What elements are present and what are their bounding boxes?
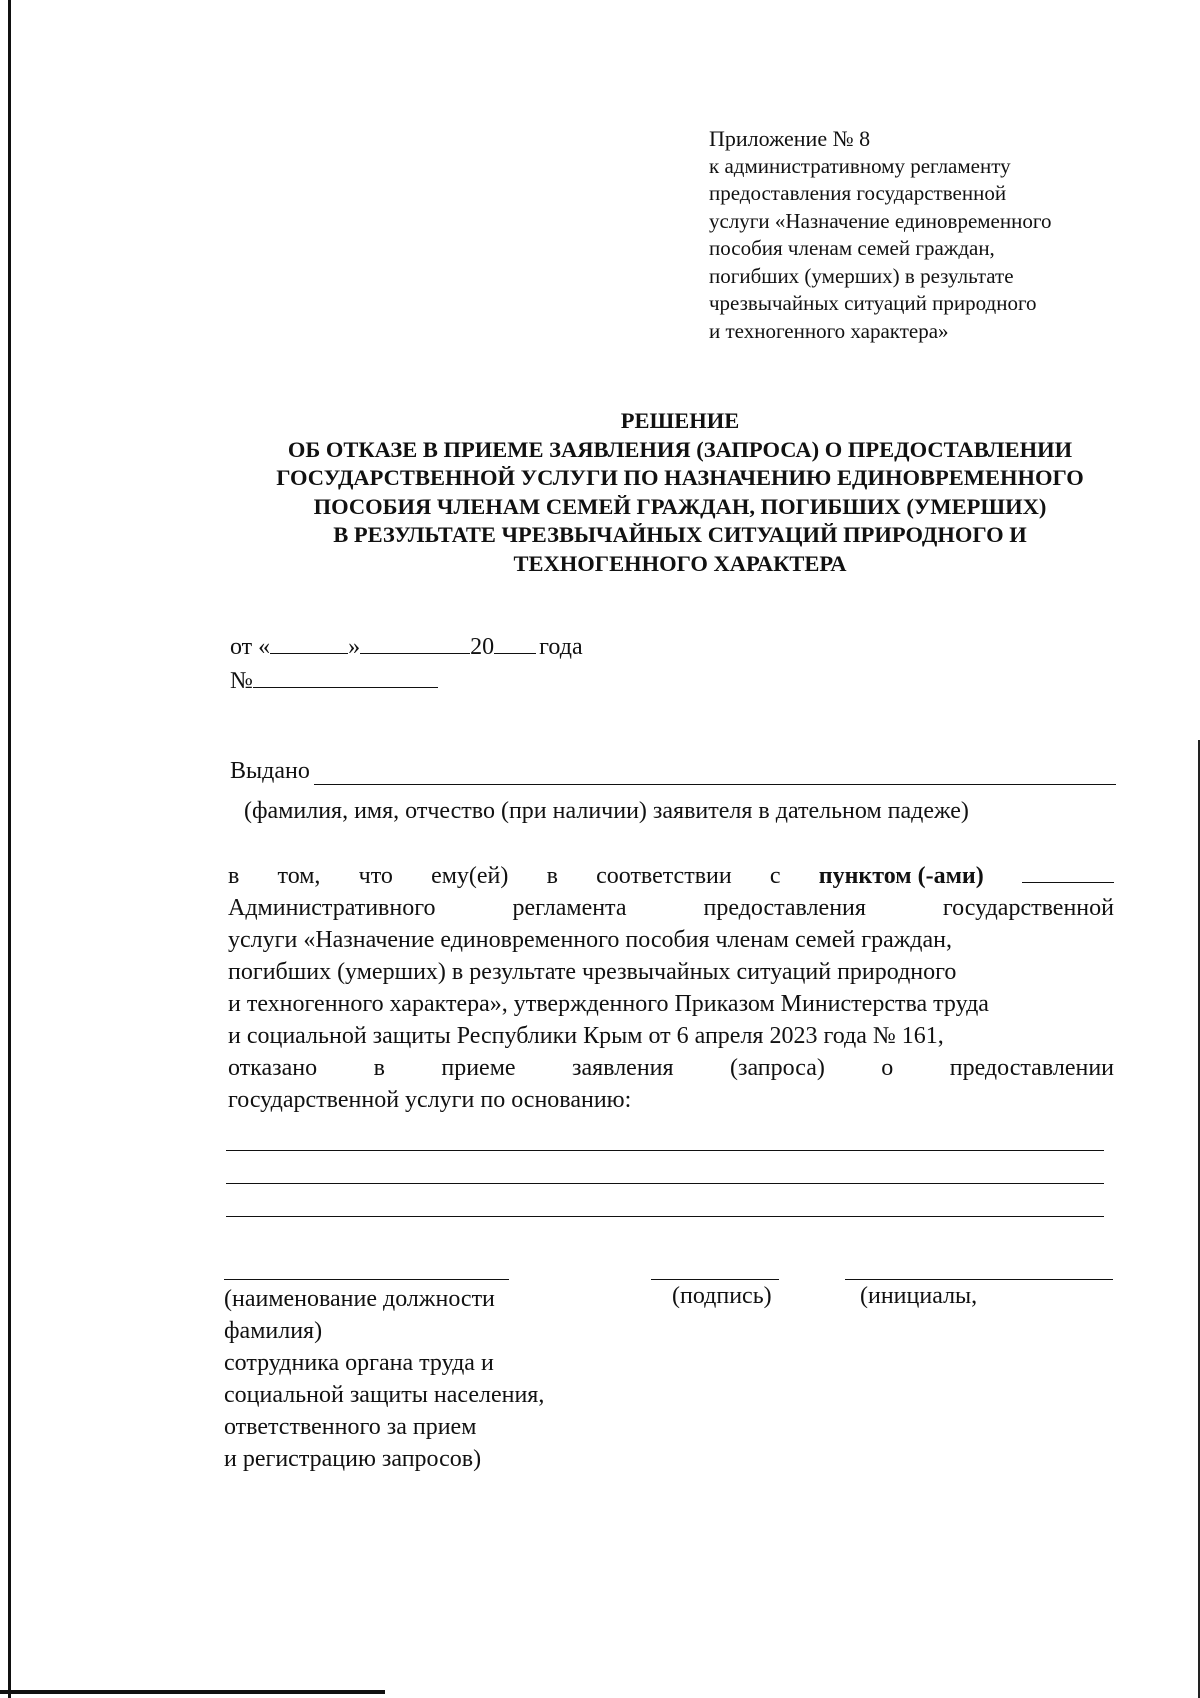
number-field[interactable] xyxy=(253,665,438,688)
number-line xyxy=(230,664,583,698)
heading-line: В РЕЗУЛЬТАТЕ ЧРЕЗВЫЧАЙНЫХ СИТУАЦИЙ ПРИРОДНОГО И xyxy=(333,522,1027,547)
date-century: 20 xyxy=(470,634,495,660)
day-field[interactable] xyxy=(270,631,348,654)
month-field[interactable] xyxy=(360,631,470,654)
appendix-line: и техногенного характера» xyxy=(709,318,949,343)
body-paragraph xyxy=(228,860,1114,1116)
signature-field-line[interactable] xyxy=(651,1279,779,1280)
heading-line: ГОСУДАРСТВЕННОЙ УСЛУГИ ПО НАЗНАЧЕНИЮ ЕДИНОВРЕМЕННОГО xyxy=(276,465,1084,490)
body-line: отказано в приеме заявления (запроса) о предоставлении xyxy=(228,1055,1114,1081)
appendix-line: пособия членам семей граждан, xyxy=(709,236,995,260)
heading-line: ОБ ОТКАЗЕ В ПРИЕМЕ ЗАЯВЛЕНИЯ (ЗАПРОСА) О ПРЕДОСТАВЛЕНИИ xyxy=(287,436,1073,462)
date-line xyxy=(230,630,583,664)
issued-caption: (фамилия, имя, отчество (при наличии) заявителя в дательном падеже) xyxy=(244,798,969,824)
number-label: № xyxy=(230,668,253,694)
heading-line: ТЕХНОГЕННОГО ХАРАКТЕРА xyxy=(513,550,847,576)
clause-number-field[interactable] xyxy=(1022,860,1114,883)
appendix-title: Приложение № 8 xyxy=(709,126,871,151)
clause-label: пунктом (-ами) xyxy=(818,863,984,889)
body-line: и техногенного характера», утвержденного Приказом Министерства труда xyxy=(228,991,989,1017)
body-line: Административного регламента предоставления государственной xyxy=(228,895,1114,921)
issued-line xyxy=(230,758,1116,785)
appendix-block xyxy=(709,125,1149,345)
body-line: и социальной защиты Республики Крым от 6 апреля 2023 года № 161, xyxy=(228,1023,944,1049)
reason-field-line[interactable] xyxy=(226,1183,1104,1184)
date-number-block xyxy=(230,630,583,698)
reason-field-line[interactable] xyxy=(226,1150,1104,1151)
appendix-line: услуги «Назначение единовременного xyxy=(709,208,1052,233)
appendix-line: погибших (умерших) в результате xyxy=(709,263,1014,288)
reason-field-line[interactable] xyxy=(226,1216,1104,1217)
date-suffix: года xyxy=(539,634,583,660)
body-line: погибших (умерших) в результате чрезвычайных ситуаций природного xyxy=(228,959,957,985)
date-mid: » xyxy=(348,634,361,660)
document-heading xyxy=(200,407,1160,578)
position-field-line[interactable] xyxy=(224,1279,509,1280)
recipient-name-field[interactable] xyxy=(314,762,1116,785)
heading-line: РЕШЕНИЕ xyxy=(620,408,740,433)
appendix-line: предоставления государственной xyxy=(709,181,1007,205)
initials-field-line[interactable] xyxy=(845,1279,1113,1280)
signature-caption: (подпись) xyxy=(672,1283,772,1309)
position-caption: (наименование должности фамилия) сотрудника органа труда и социальной защиты населения, ответственного за прием и регистрацию запросов) xyxy=(224,1286,545,1472)
year-field[interactable] xyxy=(494,631,536,654)
heading-line: ПОСОБИЯ ЧЛЕНАМ СЕМЕЙ ГРАЖДАН, ПОГИБШИХ (УМЕРШИХ) xyxy=(313,493,1047,519)
date-prefix: от « xyxy=(230,634,271,660)
appendix-line: чрезвычайных ситуаций природного xyxy=(709,291,1037,315)
initials-caption: (инициалы, xyxy=(860,1283,978,1309)
body-line: услуги «Назначение единовременного пособия членам семей граждан, xyxy=(228,927,953,953)
scan-edge-bottom xyxy=(0,1690,385,1694)
body-line: в том, что ему(ей) в соответствии с пунктом (-ами) xyxy=(228,860,1114,892)
appendix-line: к административному регламенту xyxy=(709,153,1011,178)
scan-edge-left xyxy=(8,0,11,1698)
issued-label: Выдано xyxy=(230,758,310,784)
body-line: государственной услуги по основанию: xyxy=(228,1087,632,1113)
